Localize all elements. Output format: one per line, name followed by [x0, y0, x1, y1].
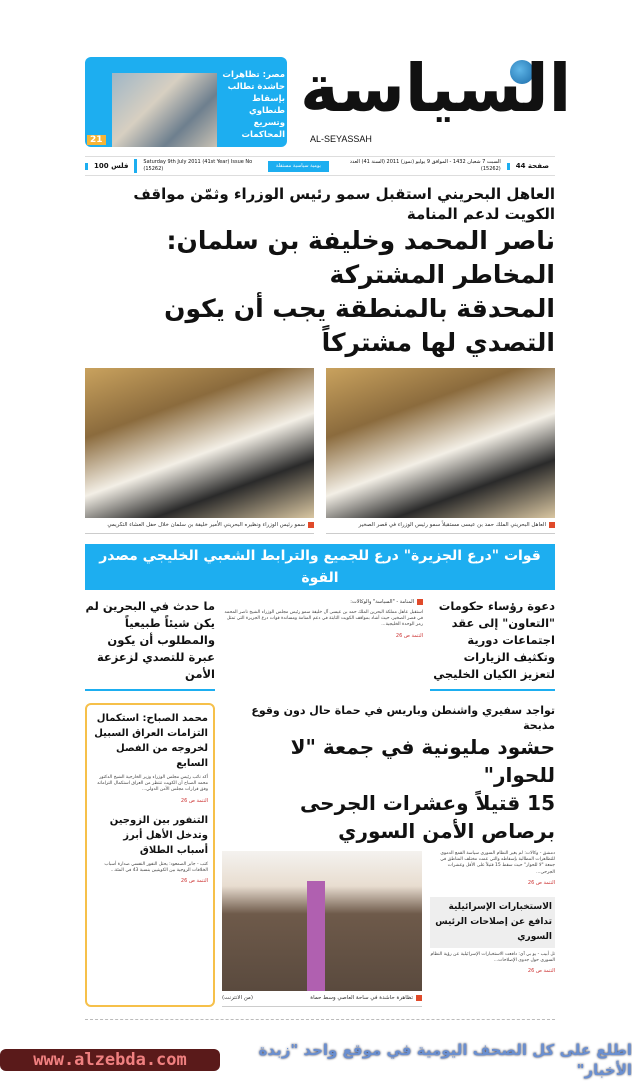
- caption-text: تظاهرة حاشدة في ساحة العاصي وسط حماة: [310, 995, 413, 1001]
- lead-figure-left: [85, 368, 314, 534]
- bullet-icon: [549, 522, 555, 528]
- lead-figure-right: [326, 368, 555, 534]
- sabah-headline[interactable]: محمد الصباح: استكمال التزامات العراق السبيل لخروجه من الفصل السابع: [94, 713, 208, 769]
- continued-link[interactable]: التتمة ص 26: [395, 632, 423, 639]
- lead-kicker[interactable]: العاهل البحريني استقبل سمو رئيس الوزراء وثمّن مواقف الكويت لدعم المنامة: [133, 185, 555, 223]
- footer-divider: [85, 1019, 555, 1020]
- page-count: 44 صفحة: [507, 163, 555, 170]
- bullet-icon: [308, 522, 314, 528]
- source-line: [222, 598, 423, 606]
- logo-english: AL-SEYASSAH: [310, 134, 372, 144]
- source-text: المنامة - "السياسة" والوكالات:: [350, 599, 414, 605]
- price: 100 فلس: [85, 163, 134, 170]
- photo-credit: (من الانترنت): [222, 995, 253, 1001]
- caption-text: العاهل البحريني الملك حمد بن عيسى مستقبلاً سمو رئيس الوزراء في قصر الصخير: [358, 522, 546, 528]
- promo-page-number: 21: [87, 135, 106, 145]
- front-page: [85, 0, 572, 1020]
- continued-link[interactable]: التتمة ص 26: [527, 968, 555, 975]
- israel-body: تل أبيب - يو بي آي: دافعت الاستخبارات الإسرائيلية عن رؤية النظام السوري حول جدوى الإصلاحات...: [430, 951, 555, 964]
- bahrain-column: [85, 598, 215, 691]
- syria-figure: [222, 851, 422, 1007]
- banner-headline[interactable]: قوات "درع الجزيرة" درع للجميع والترابط الشعبي الخليجي مصدر القوة: [85, 544, 555, 590]
- flag: [307, 881, 325, 991]
- promo-box[interactable]: [85, 57, 287, 147]
- gcc-headline[interactable]: دعوة رؤساء حكومات "التعاون" إلى عقد اجتماعات دورية وتكثيف الزيارات لتعزيز الكيان الخليجي: [433, 599, 555, 681]
- divorce-body: كتب - جابر الصمعود: يحتل النفور النفسي صدارة أسباب الخلافات الزوجية بين الكويتيين بنسبة 43 في المئة...: [104, 861, 208, 873]
- israel-headline[interactable]: الاستخبارات الإسرائيلية تدافع عن إصلاحات الرئيس السوري: [430, 897, 555, 948]
- info-bar: [85, 156, 555, 176]
- watermark-text: اطلع على كل الصحف اليومية في موقع واحد "زبدة الأخبار": [258, 1041, 632, 1079]
- continued-link[interactable]: التتمة ص 26: [180, 797, 208, 804]
- date-english: Saturday 9th July 2011 (41st Year) Issue No (15262): [134, 159, 267, 173]
- syria-photo: [222, 851, 422, 991]
- bahrain-headline[interactable]: ما حدث في البحرين لم يكن شيئاً طبيعياً والمطلوب أن يكون عبرة للتصدي لزعزعة الأمن: [85, 599, 215, 681]
- lead-headline-2[interactable]: المحدقة بالمنطقة يجب أن يكون التصدي لها مشتركاً: [164, 294, 555, 357]
- lead-photo-left: [85, 368, 314, 518]
- divorce-headline[interactable]: التنفور بين الزوجين وتدخل الأهل أبرز أسباب الطلاق: [109, 814, 208, 856]
- syria-caption: [222, 991, 422, 1007]
- syria-text-column: [430, 851, 555, 1007]
- lead-story-column: [222, 598, 423, 691]
- date-arabic: السبت 7 شعبان 1432 - الموافق 9 يوليو (تموز) 2011 (السنة 41) العدد (15262): [349, 159, 501, 172]
- watermark-url[interactable]: www.alzebda.com: [0, 1049, 220, 1071]
- syria-kicker[interactable]: تواجد سفيري واشنطن وباريس في حماة حال دون وقوع مذبحة: [251, 704, 555, 732]
- newspaper-logo: السياسة: [300, 50, 572, 127]
- lead-photos: [85, 368, 555, 534]
- syria-headline-2[interactable]: 15 قتيلاً وعشرات الجرحى برصاص الأمن السوري: [299, 791, 555, 843]
- left-box: [85, 703, 215, 1007]
- tagline: يومية سياسية مستقلة: [268, 161, 329, 172]
- sabah-body: أكد نائب رئيس مجلس الوزراء وزير الخارجية الشيخ الدكتور محمد الصباح أن الكويت تنتظر من العراق استكمال التزاماته وفق قرارات مجلس الأمن الدولي...: [97, 775, 208, 793]
- bullet-icon: [417, 599, 423, 605]
- caption-text: سمو رئيس الوزراء ونظيره البحريني الأمير خليفة بن سلمان خلال حفل العشاء التكريمي: [107, 522, 305, 528]
- lead-photo-right: [326, 368, 555, 518]
- lead-body: استقبل عاهل مملكة البحرين الملك حمد بن عيسى آل خليفة سمو رئيس مجلس الوزراء الشيخ ناصر المحمد في قصر الصخير، حيث أشاد بمواقف الكويت الثابتة في دعم المنامة ومساندة قوات درع الجزيرة التي تمثل رمز الوحدة الخليجية...: [224, 610, 423, 628]
- syria-headline-1[interactable]: حشود مليونية في جمعة "لا للحوار": [290, 735, 555, 787]
- promo-photo: [112, 73, 217, 147]
- gcc-column: [430, 598, 555, 691]
- lead-headline-1[interactable]: ناصر المحمد وخليفة بن سلمان: المخاطر المشتركة: [166, 226, 555, 289]
- divider: [430, 689, 555, 691]
- second-row: [85, 598, 555, 691]
- bullet-icon: [416, 995, 422, 1001]
- syria-section: [222, 703, 555, 1007]
- syria-body-grid: [222, 851, 555, 1007]
- caption-right: [326, 518, 555, 534]
- continued-link[interactable]: التتمة ص 26: [180, 878, 208, 885]
- masthead: [85, 50, 572, 154]
- syria-body: دمشق - وكالات: لم يغير النظام السوري سياسة القمع الدموي للتظاهرات المطالبة بإسقاطه والتي عمت مختلف المناطق في جمعة "لا للحوار" حيث سقط 15 قتيلاً على الأقل وعشرات الجرحى...: [440, 851, 555, 875]
- third-row: [85, 703, 555, 1007]
- caption-left: [85, 518, 314, 534]
- watermark-bar: [0, 1040, 632, 1090]
- continued-link[interactable]: التتمة ص 26: [527, 879, 555, 886]
- promo-text[interactable]: مصر: تظاهرات حاشدة تطالب بإسقاط طنطاوي وتسريع المحاكمات: [222, 70, 285, 140]
- divider: [85, 689, 215, 691]
